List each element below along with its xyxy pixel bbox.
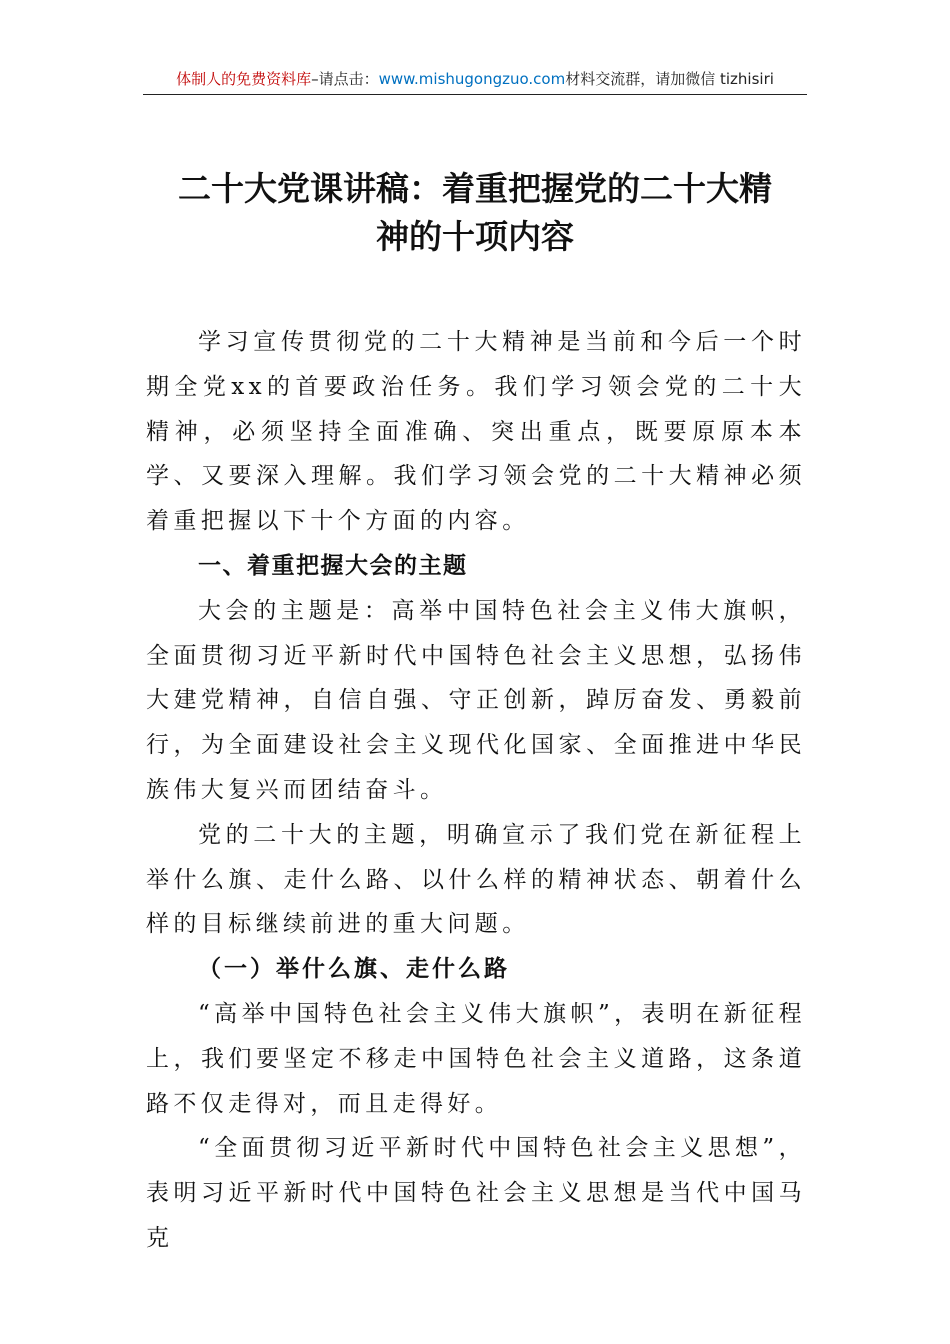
intro-paragraph: 学习宣传贯彻党的二十大精神是当前和今后一个时期全党xx的首要政治任务。我们学习领会党的二十大精神，必须坚持全面准确、突出重点，既要原原本本学、又要深入理解。我们学习领会党的二十大精神必须着重把握以下十个方面的内容。 <box>146 329 806 535</box>
paragraph-theme: 大会的主题是：高举中国特色社会主义伟大旗帜，全面贯彻习近平新时代中国特色社会主义思想，弘扬伟大建党精神，自信自强、守正创新，踔厉奋发、勇毅前行，为全面建设社会主义现代化国家、全面推进中华民族伟大复兴而团结奋斗。 <box>146 597 806 803</box>
subsection-heading-1: （一）举什么旗、走什么路 <box>198 955 510 983</box>
paragraph-thought: “全面贯彻习近平新时代中国特色社会主义思想”，表明习近平新时代中国特色社会主义思想是当代中国马克 <box>146 1135 806 1251</box>
title-line-2: 神的十项内容 <box>376 217 574 256</box>
document-body <box>146 320 806 1261</box>
paragraph-banner: “高举中国特色社会主义伟大旗帜”，表明在新征程上，我们要坚定不移走中国特色社会主义道路，这条道路不仅走得对，而且走得好。 <box>146 1000 806 1117</box>
header-brand: 体制人的免费资料库 <box>176 70 312 88</box>
paragraph-theme-meaning: 党的二十大的主题，明确宣示了我们党在新征程上举什么旗、走什么路、以什么样的精神状态、朝着什么样的目标继续前进的重大问题。 <box>146 821 806 938</box>
header-url-link[interactable]: www.mishugongzuo.com <box>378 70 566 88</box>
page-header <box>143 66 807 95</box>
header-contact-text: 材料交流群，请加微信 tizhisiri <box>565 70 774 88</box>
title-line-1: 二十大党课讲稿：着重把握党的二十大精 <box>178 169 772 208</box>
document-title <box>130 165 820 261</box>
header-prompt: –请点击： <box>311 70 379 88</box>
section-heading-1: 一、着重把握大会的主题 <box>198 552 468 579</box>
